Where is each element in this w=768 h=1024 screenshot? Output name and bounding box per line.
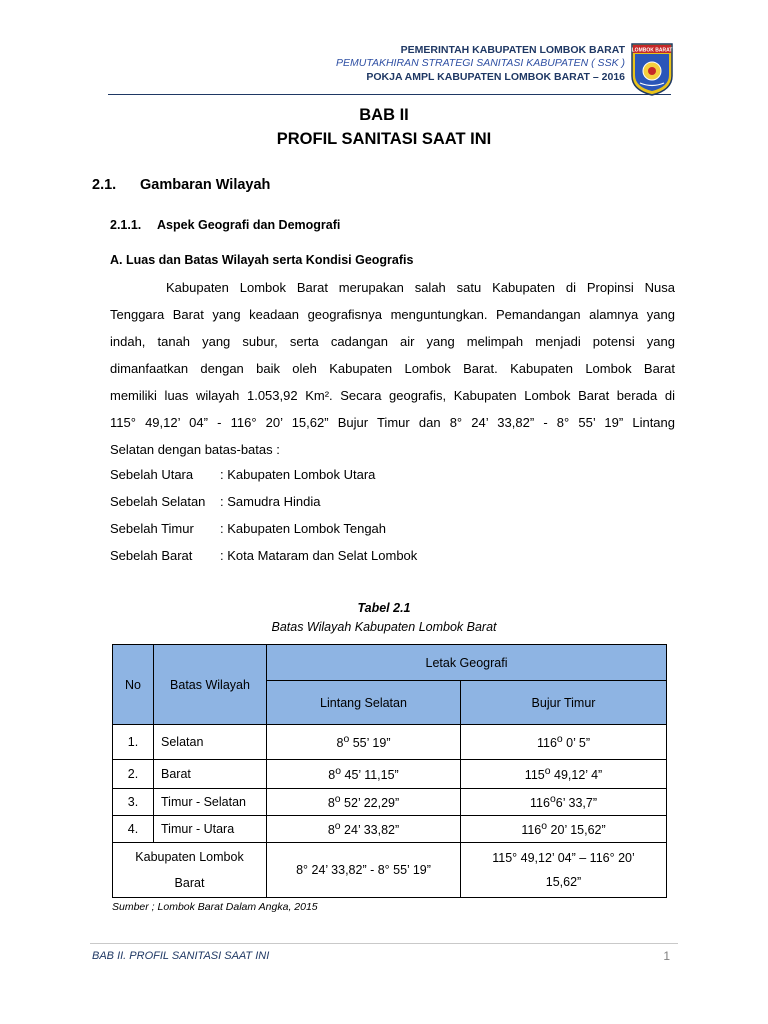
section-number: 2.1.	[92, 177, 117, 193]
header-pokja: POKJA AMPL KABUPATEN LOMBOK BARAT – 2016	[366, 71, 625, 83]
table-caption-title: Batas Wilayah Kabupaten Lombok Barat	[271, 620, 497, 634]
table-total-row: Kabupaten Lombok Barat 8° 24’ 33,82” - 8° 55’ 19” 115° 49,12’ 04” – 116° 20’ 15,62”	[113, 843, 667, 898]
header-bujur-timur: Bujur Timur	[461, 681, 667, 725]
header-divider	[108, 94, 671, 95]
table-source: Sumber ; Lombok Barat Dalam Angka, 2015	[112, 901, 318, 913]
table-row: 1. Selatan 8$^o$ 55’ 19” 116$^o$ 0’ 5”	[113, 725, 667, 760]
section-title: Gambaran Wilayah	[140, 177, 271, 193]
boundary-west: Sebelah Barat : Kota Mataram dan Selat Lombok	[110, 548, 418, 563]
paragraph-line: indah, tanah yang subur, serta cadangan air yang melimpah menjadi potensi yang	[110, 334, 675, 349]
subsection-title: Aspek Geografi dan Demografi	[157, 218, 341, 232]
header-lintang-selatan: Lintang Selatan	[267, 681, 461, 725]
boundary-north: Sebelah Utara : Kabupaten Lombok Utara	[110, 467, 376, 482]
chapter-title: PROFIL SANITASI SAAT INI	[276, 130, 492, 148]
paragraph-line: memiliki luas wilayah 1.053,92 Km². Secara geografis, Kabupaten Lombok Barat berada di	[110, 388, 675, 403]
table-row: 3. Timur - Selatan 8$^o$ 52’ 22,29” 116$^o$6’ 33,7”	[113, 789, 667, 816]
header-letak-geografi: Letak Geografi	[267, 645, 667, 681]
footer-chapter: BAB II. PROFIL SANITASI SAAT INI	[92, 950, 270, 962]
regency-crest-logo	[630, 42, 674, 96]
logo-text: LOMBOK BARAT	[631, 47, 673, 54]
table-caption-number: Tabel 2.1	[357, 601, 411, 615]
paragraph-line: Kabupaten Lombok Barat merupakan salah satu Kabupaten di Propinsi Nusa	[166, 280, 675, 295]
header-no: No	[113, 645, 154, 725]
header-batas-wilayah: Batas Wilayah	[154, 645, 267, 725]
chapter-number: BAB II	[359, 106, 409, 124]
boundary-east: Sebelah Timur : Kabupaten Lombok Tengah	[110, 521, 387, 536]
footer-divider	[90, 943, 678, 944]
table-row: 4. Timur - Utara 8$^o$ 24’ 33,82” 116$^o$ 20’ 15,62”	[113, 816, 667, 843]
page-number: 1	[663, 949, 670, 963]
subheading: A. Luas dan Batas Wilayah serta Kondisi Geografis	[110, 253, 414, 267]
subsection-number: 2.1.1.	[110, 218, 142, 232]
paragraph-line: Tenggara Barat yang keadaan geografisnya menguntungkan. Pemandangan alamnya yang	[110, 307, 675, 322]
body-paragraph	[110, 274, 675, 463]
paragraph-line: dimanfaatkan dengan baik oleh Kabupaten Lombok Barat. Kabupaten Lombok Barat	[110, 361, 675, 376]
header-program: PEMUTAKHIRAN STRATEGI SANITASI KABUPATEN ( SSK )	[336, 57, 625, 69]
paragraph-line: 115° 49,12’ 04” - 116° 20’ 15,62” Bujur Timur dan 8° 24’ 33,82” - 8° 55’ 19” Lintang	[110, 415, 675, 430]
paragraph-line: Selatan dengan batas-batas :	[110, 442, 280, 457]
boundary-south: Sebelah Selatan : Samudra Hindia	[110, 494, 321, 509]
header-government: PEMERINTAH KABUPATEN LOMBOK BARAT	[400, 44, 625, 56]
boundary-table	[112, 644, 667, 898]
table-row: 2. Barat 8$^o$ 45’ 11,15” 115$^o$ 49,12’ 4”	[113, 760, 667, 789]
